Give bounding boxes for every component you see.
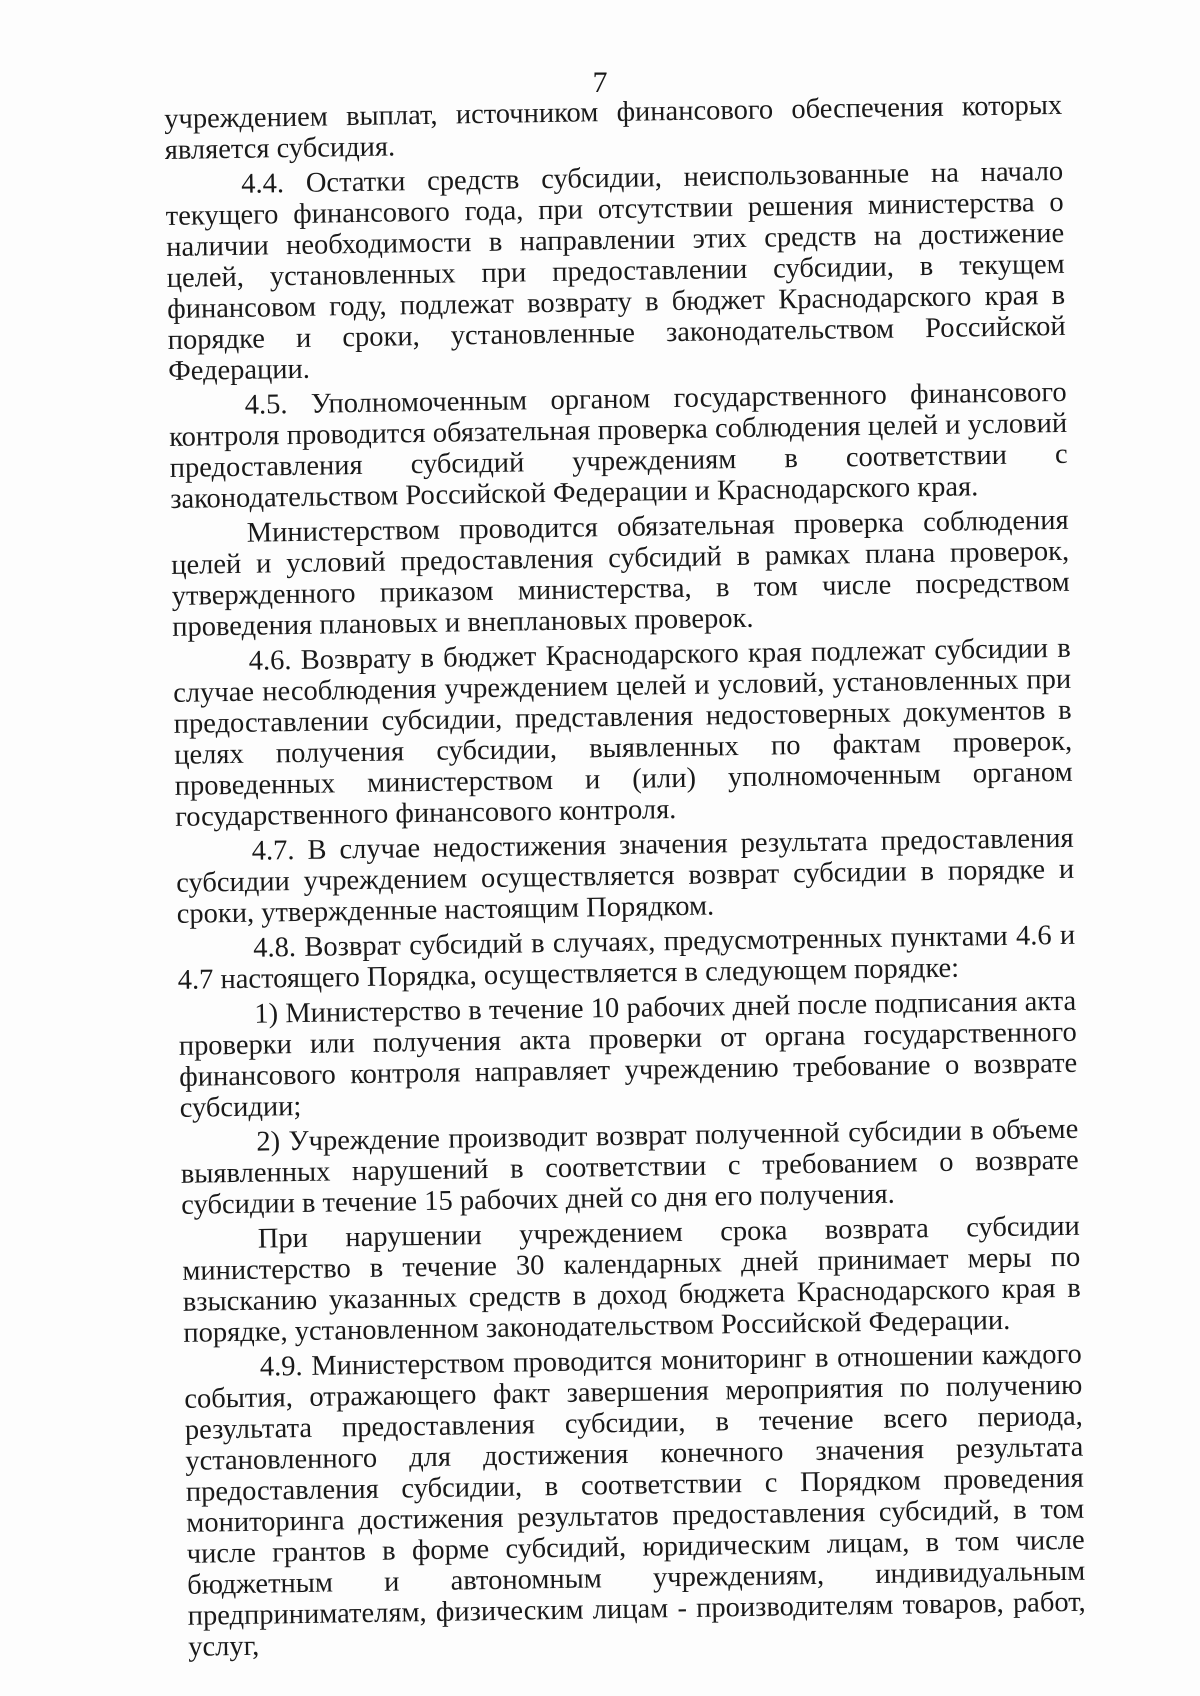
paragraph-4-4: 4.4. Остатки средств субсидии, неиспользованные на начало текущего финансового года, при отсутствии решения министерства о наличии необходимости в направлении этих средств на достижение целей, установленных при предоставлении субсидии, в текущем финансовом году, подлежат возврату в бюджет Краснодарского края в порядке и сроки, установленные законодательством Российской Федерации. xyxy=(165,155,1066,387)
paragraph-4-6: 4.6. Возврату в бюджет Краснодарского края подлежат субсидии в случае несоблюдения учреждением целей и условий, установленных при предоставлении субсидии, представления недостоверных документов в целях получения субсидии, выявленных по фактам проверок, проведенных министерством и (или) уполномоченным органом государственного финансового контроля. xyxy=(173,632,1073,833)
paragraph-4-7: 4.7. В случае недостижения значения результата предоставления субсидии учреждением осуществляется возврат субсидии в порядке и сроки, утвержденные настоящим Порядком. xyxy=(176,822,1075,930)
list-item-1: 1) Министерство в течение 10 рабочих дней после подписания акта проверки или получения акта проверки от органа государственного финансового контроля направляет учреждению требование о возврате субсидии; xyxy=(178,985,1078,1124)
document-body xyxy=(164,90,1086,1663)
paragraph-4-9: 4.9. Министерством проводится мониторинг в отношении каждого события, отражающего факт завершения мероприятия по получению результата предоставления субсидии, в течение всего периода, установленного для достижения конечного значения результата предоставления субсидии, в соответствии с Порядком проведения мониторинга достижения результатов предоставления субсидий, в том числе грантов в форме субсидий, юридическим лицам, в том числе бюджетным и автономным учреждениям, индивидуальным предпринимателям, физическим лицам - производителям товаров, работ, услуг, xyxy=(184,1338,1086,1663)
paragraph-ministry-inspection: Министерством проводится обязательная проверка соблюдения целей и условий предоставления субсидий в рамках плана проверок, утвержденного приказом министерства, в том числе посредством проведения плановых и внеплановых проверок. xyxy=(171,504,1070,643)
paragraph-violation-term: При нарушении учреждением срока возврата субсидии министерство в течение 30 календарных дней принимает меры по взысканию указанных средств в доход бюджета Краснодарского края в порядке, установленном законодательством Российской Федерации. xyxy=(182,1210,1081,1349)
list-item-2: 2) Учреждение производит возврат полученной субсидии в объеме выявленных нарушений в соответствии с требованием о возврате субсидии в течение 15 рабочих дней со дня его получения. xyxy=(180,1113,1079,1221)
paragraph-continuation: учреждением выплат, источником финансового обеспечения которых является субсидия. xyxy=(164,89,1063,166)
paragraph-4-8: 4.8. Возврат субсидий в случаях, предусмотренных пунктами 4.6 и 4.7 настоящего Порядка, осуществляется в следующем порядке: xyxy=(177,919,1076,996)
page-number: 7 xyxy=(592,66,608,99)
paragraph-4-5: 4.5. Уполномоченным органом государственного финансового контроля проводится обязательная проверка соблюдения целей и условий предоставления субсидий учреждениям в соответствии с законодательством Российской Федерации и Краснодарского края. xyxy=(168,376,1068,515)
